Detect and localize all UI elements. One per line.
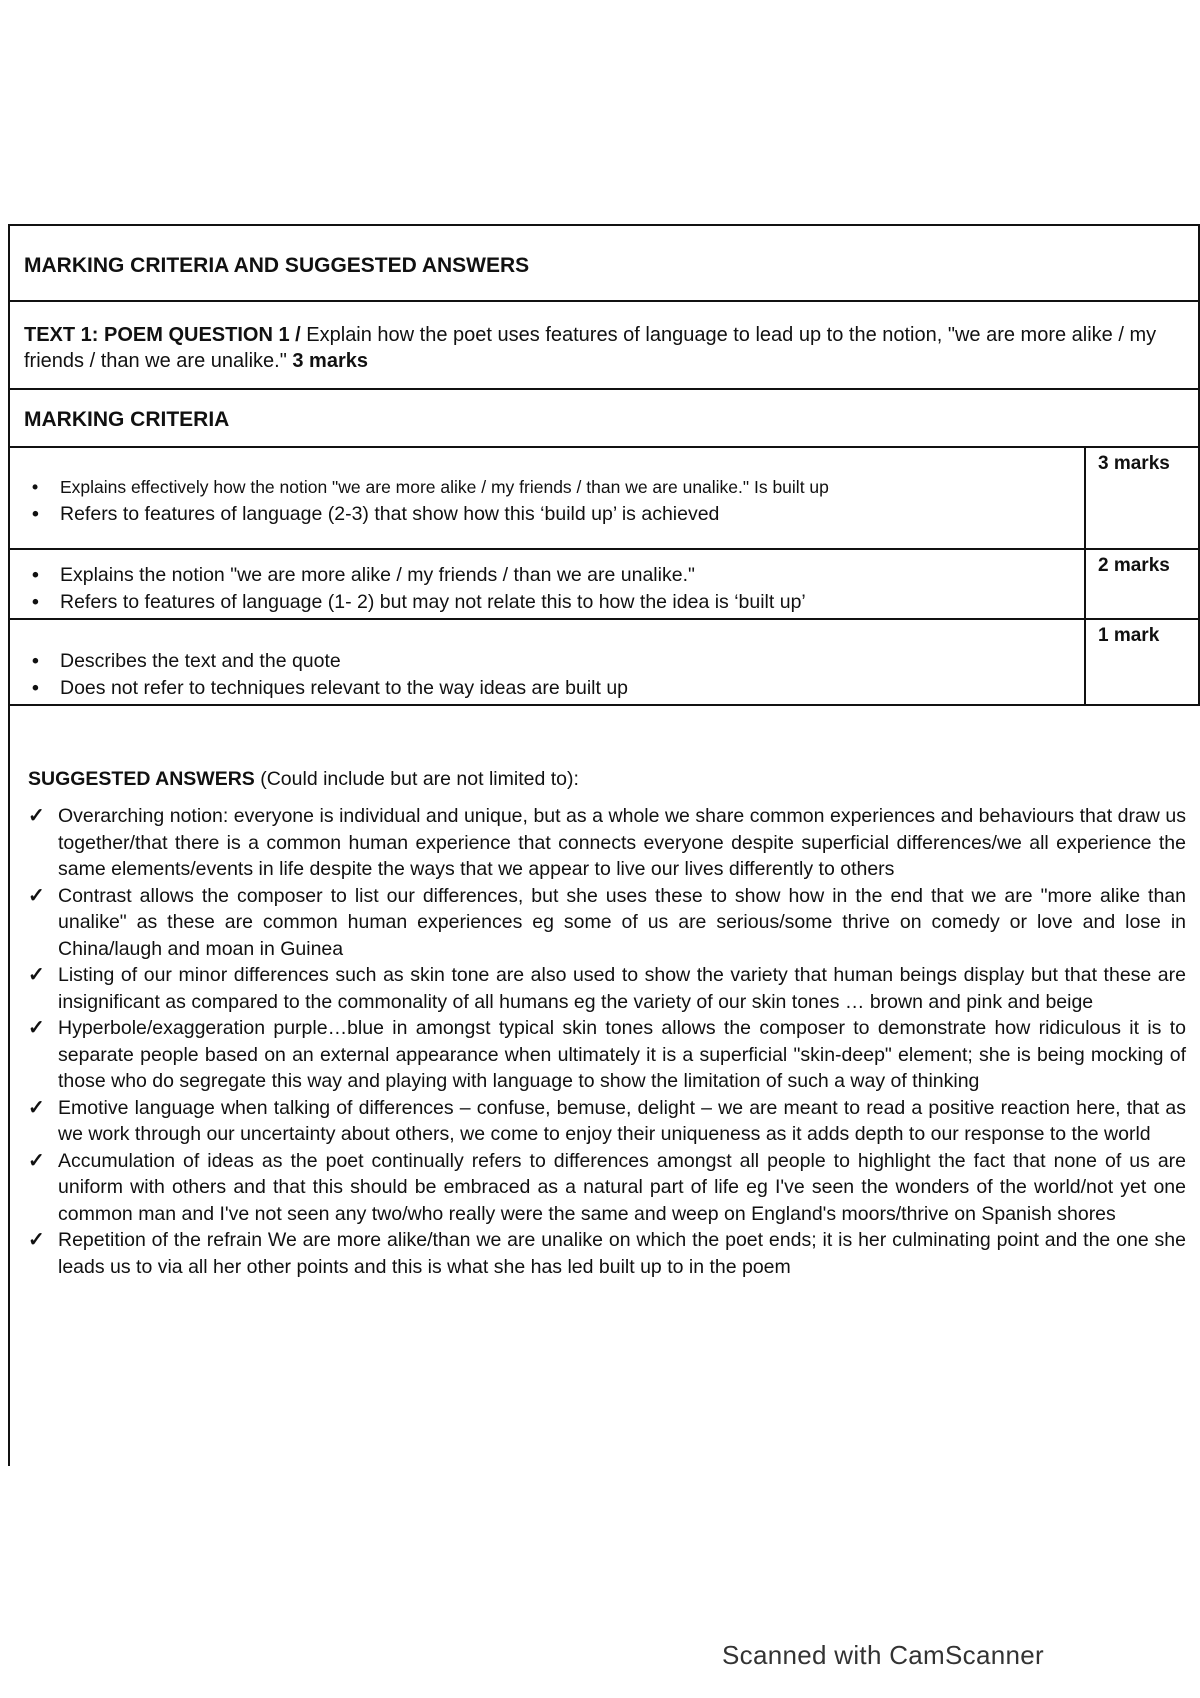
answer-item: ✓ Contrast allows the composer to list our differences, but she uses these to show how in the end that we are "more alike than unalike" as these are common human experiences eg some of us are serious/some thrive on comedy or love and lose in China/laugh and moan in Guinea <box>28 884 1186 960</box>
answers-heading-note: (Could include but are not limited to): <box>260 768 579 790</box>
marking-document <box>8 224 1200 1466</box>
answer-item: ✓ Listing of our minor differences such as skin tone are also used to show the variety that human beings display but that these are insignificant as compared to the commonality of all humans eg the variety of our skin tones … brown and pink and beige <box>28 964 1186 1013</box>
criteria-point: • Refers to features of language (2-3) that show how this ‘build up’ is achieved <box>28 501 1070 528</box>
suggested-answers <box>10 706 1200 1466</box>
answer-item: ✓ Hyperbole/exaggeration purple…blue in amongst typical skin tones allows the composer to demonstrate how ridiculous it is to separate people based on an external appearance when ultimately it is a superficial "skin-deep" element; she is being mocking of those who do segregate this way and playing with language to show the limitation of such a way of thinking <box>28 1017 1186 1092</box>
check-icon: ✓ <box>28 964 45 986</box>
question-marks: 3 marks <box>292 350 368 372</box>
document-title: MARKING CRITERIA AND SUGGESTED ANSWERS <box>10 226 1200 302</box>
check-icon: ✓ <box>28 884 45 907</box>
criteria-point: • Does not refer to techniques relevant to the way ideas are built up <box>28 675 1070 702</box>
question-row <box>10 302 1200 390</box>
answers-heading: SUGGESTED ANSWERS <box>28 768 255 790</box>
scanner-watermark: Scanned with CamScanner <box>722 1640 1044 1670</box>
criteria-band-2 <box>10 550 1200 620</box>
band-marks: 2 marks <box>1098 555 1170 576</box>
check-icon: ✓ <box>28 1017 45 1039</box>
criteria-point: • Explains effectively how the notion "we are more alike / my friends / than we are unalike." Is built up <box>28 474 1070 501</box>
check-icon: ✓ <box>28 1096 45 1119</box>
answer-item: ✓ Repetition of the refrain We are more alike/than we are unalike on which the poet ends; it is her culminating point and the one she leads us to via all her other points and this is what she has led built up to in the poem <box>28 1229 1186 1278</box>
answer-item: ✓ Emotive language when talking of differences – confuse, bemuse, delight – we are meant to read a positive reaction here, that as we work through our uncertainty about others, we come to enjoy their uniqueness as it adds depth to our response to the world <box>28 1096 1186 1145</box>
band-marks: 3 marks <box>1098 453 1170 474</box>
criteria-point: • Refers to features of language (1- 2) but may not relate this to how the idea is ‘built up’ <box>28 589 1070 616</box>
criteria-point: • Describes the text and the quote <box>28 648 1070 675</box>
answer-item: ✓ Accumulation of ideas as the poet continually refers to differences amongst all people to highlight the fact that none of us are uniform with others and that this should be embraced as a natural part of life eg I've seen the wonders of the world/not yet one common man and I've not seen any two/who really were the same and weep on England's moors/thrive on Spanish shores <box>28 1149 1186 1225</box>
criteria-band-3 <box>10 448 1200 550</box>
criteria-point: • Explains the notion "we are more alike / my friends / than we are unalike." <box>28 562 1070 589</box>
band-marks: 1 mark <box>1098 625 1160 646</box>
answer-item: ✓ Overarching notion: everyone is individual and unique, but as a whole we share common experiences and behaviours that draw us together/that there is a common human experience that connects everyone despite superficial differences/we all experience the same elements/events in life despite the ways that we appear to live our lives differently to others <box>28 805 1186 880</box>
check-icon: ✓ <box>28 1149 45 1172</box>
question-text: Explain how the poet uses features of language to lead up to the notion, "we are more alike / my friends / than we are unalike." <box>24 324 1157 372</box>
criteria-band-1 <box>10 620 1200 706</box>
question-label: TEXT 1: POEM QUESTION 1 / <box>24 324 301 346</box>
check-icon: ✓ <box>28 1229 45 1251</box>
criteria-heading: MARKING CRITERIA <box>10 390 1200 448</box>
check-icon: ✓ <box>28 805 45 827</box>
